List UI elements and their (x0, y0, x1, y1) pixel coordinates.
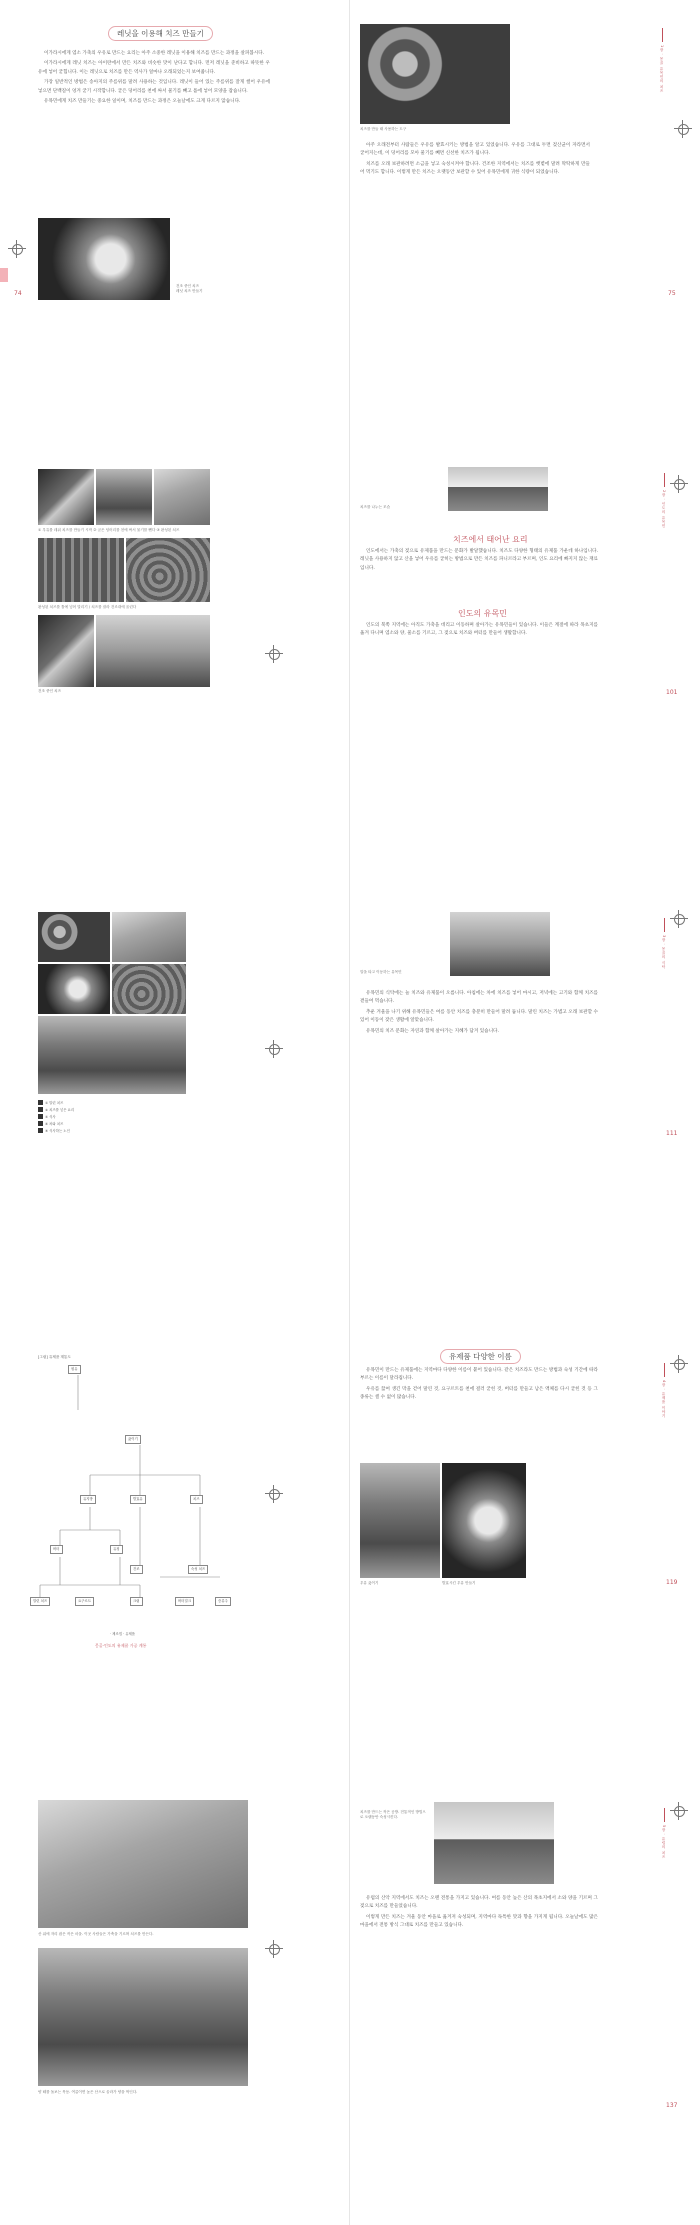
page-118 (0, 1335, 350, 1780)
legend-item: ② 치즈를 넣은 요리 (45, 1108, 75, 1112)
legend-marker (38, 1107, 43, 1112)
diagram-node: 버터 (50, 1545, 63, 1554)
paragraph: 치즈를 오래 보관하려면 소금을 넣고 숙성시켜야 합니다. 건조한 지역에서는 치즈를 햇볕에 말려 딱딱하게 만들어 먹기도 합니다. 이렇게 만든 치즈는 오랫동안 보관할 수 있어 유목민에게 귀한 식량이 되었습니다. (360, 161, 590, 176)
photo-caption: 치즈를 만들 때 사용하는 도구 (360, 127, 407, 131)
paragraph: 이가라시에게 레닛 치즈는 아이란에서 만든 치즈와 비슷한 맛이 난다고 합니다. 먼저 레닛을 준비하고 따뜻한 우유에 넣어 굳힙니다. 이는 레닛으로 치즈를 만든 역사가 얼마나 오래되었는지 보여줍니다. (38, 61, 270, 75)
photo-caption: 산 위에 자리 잡은 작은 마을. 이곳 사람들은 가축을 기르며 치즈를 만든다. (38, 1932, 154, 1936)
cooking-photo (360, 24, 510, 124)
paragraph: 유목민의 식탁에는 늘 치즈와 유제품이 오릅니다. 아침에는 차에 치즈를 넣어 마시고, 저녁에는 고기와 함께 치즈를 곁들여 먹습니다. (360, 991, 598, 1005)
paragraph: 인도에서는 가축의 젖으로 유제품을 만드는 문화가 발달했습니다. 치즈도 다양한 형태의 유제품 가운데 하나입니다. 레닛을 사용하지 않고 산을 넣어 우유를 굳히는 방법으로 만든 치즈를 파니르라고 부르며, 인도 요리에 빠지지 않는 재료입니다. (360, 549, 598, 571)
diagram-legend: · 제조법 · 유제품 (110, 1632, 136, 1636)
legend-marker (38, 1121, 43, 1126)
photo-caption: 치즈를 나누는 모습 (360, 505, 391, 509)
paragraph: 이가라시에게 염소 가축의 우유로 만드는 요리는 아주 소중한 레닛을 이용해 치즈를 만드는 과정을 살펴봅시다. (44, 51, 265, 56)
diagram-node: 증류주 (215, 1597, 231, 1606)
diagram-node: 크림 (130, 1597, 143, 1606)
paragraph: 유목민에게 치즈 만들기는 중요한 일이며, 치즈를 만드는 과정은 오늘날에도 크게 다르지 않습니다. (44, 99, 241, 105)
section-heading: 인도의 유목민 (458, 609, 507, 618)
spread-3 (0, 890, 700, 1335)
cheese-workshop-photo (434, 1802, 554, 1884)
legend-marker (38, 1114, 43, 1119)
food-photo (112, 912, 186, 962)
diagram-node: 요구르트 (75, 1597, 94, 1606)
page-101 (350, 445, 700, 890)
body-text (360, 1367, 598, 1405)
body-text (360, 1895, 598, 1933)
diagram-node: 끓이기 (125, 1435, 141, 1444)
spread-1 (0, 0, 700, 445)
chapter-side-tab: 2장 · 인도의 유목민 (662, 473, 667, 528)
photo-caption: ① 우유를 데워 치즈를 만들기 시작 ② 굳은 덩어리를 천에 싸서 물기를 뺀다 ③ 완성된 치즈 (38, 528, 180, 532)
paragraph: 유목민의 치즈 문화는 자연과 함께 살아가는 지혜가 담겨 있습니다. (366, 1028, 499, 1034)
legend-marker (38, 1100, 43, 1105)
photo-caption: 발효시킨 우유 만들기 (442, 1581, 476, 1585)
diagram-node: 숙성 치즈 (188, 1565, 208, 1574)
serving-photo (448, 467, 548, 511)
page-number: 75 (668, 290, 676, 297)
page-110 (0, 890, 350, 1335)
chapter-side-tab: 1장 · 몽골 유목민의 치즈 (660, 28, 665, 93)
horse-rider-photo (450, 912, 550, 976)
diagram-node: 발효유 (130, 1495, 146, 1504)
cheese-balls-photo (126, 538, 210, 602)
page-number: 74 (14, 290, 22, 297)
boiling-milk-photo (360, 1463, 440, 1578)
page-119 (350, 1335, 700, 1780)
photo-caption: 건조 중인 치즈 레닛 치즈 만들기 (176, 284, 203, 293)
page-74 (0, 0, 350, 445)
legend-item: ① 말린 치즈 (45, 1101, 64, 1105)
spread-5 (0, 1780, 700, 2225)
paragraph: 유목민이 만드는 유제품에는 지역마다 다양한 이름이 붙어 있습니다. 같은 치즈라도 만드는 방법과 숙성 기간에 따라 부르는 이름이 달라집니다. (360, 1368, 598, 1382)
body-text (38, 50, 270, 108)
elder-photo (38, 1016, 186, 1094)
diagram-node: 치즈 (190, 1495, 203, 1504)
cheese-photo (38, 218, 170, 300)
paragraph: 아주 오래전부터 사람들은 우유를 발효시키는 방법을 알고 있었습니다. 우유를 그대로 두면 젖산균이 자라면서 굳어지는데, 이 덩어리를 모아 물기를 빼면 신선한 치즈가 됩니다. (360, 143, 590, 157)
diagram-node: 건조 (130, 1565, 143, 1574)
page-111 (350, 890, 700, 1335)
fermenting-milk-photo (442, 1463, 526, 1578)
paragraph: 추운 겨울을 나기 위해 유목민들은 여름 동안 치즈를 충분히 만들어 말려 둡니다. 말린 치즈는 가볍고 오래 보관할 수 있어 이동이 잦은 생활에 알맞습니다. (360, 1009, 598, 1024)
paragraph: 가장 일반적인 방법은 송아지의 주름위를 말려 사용하는 것입니다. 레닛이 들어 있는 주름위를 잘게 썰어 우유에 넣으면 단백질이 엉겨 굳기 시작합니다. 굳은 덩어리를 천에 싸서 물기를 빼고 틀에 넣어 모양을 잡습니다. (38, 80, 270, 94)
drying-rack-photo (38, 538, 124, 602)
diagram-node: 원유 (68, 1365, 81, 1374)
body-text (360, 622, 598, 641)
photo-caption: 건조 중인 치즈 (38, 689, 62, 693)
diagram-connectors (0, 1335, 350, 1780)
legend-item: ⑤ 식사하는 노인 (45, 1129, 70, 1133)
food-photo (112, 964, 186, 1014)
page-number: 119 (666, 1579, 678, 1586)
section-heading: 레닛을 이용해 치즈 만들기 (108, 26, 213, 41)
food-photo (38, 964, 110, 1014)
photo-caption: 우유 끓이기 (360, 1581, 379, 1585)
photo-caption: 치즈를 만드는 작은 공방. 전통적인 방법으로 오랫동안 숙성시킨다. (360, 1810, 426, 1819)
chapter-side-tab: 3장 · 몽골의 식탁 (662, 918, 667, 969)
paragraph: 유럽의 산악 지역에서도 치즈는 오랜 전통을 가지고 있습니다. 여름 동안 높은 산의 목초지에서 소와 양을 기르며 그 젖으로 치즈를 만들었습니다. (360, 1896, 598, 1910)
diagram-node: 버터밀크 (175, 1597, 194, 1606)
page-number: 111 (666, 1130, 678, 1137)
cheese-photo (38, 615, 94, 687)
section-heading: 유제품 다양한 이름 (440, 1349, 521, 1364)
chapter-side-tab: 4장 · 유제품 이야기 (662, 1363, 667, 1418)
spread-2 (0, 445, 700, 890)
section-heading: 치즈에서 태어난 요리 (453, 535, 528, 544)
mountain-village-photo (38, 1800, 248, 1928)
cheese-making-photo (154, 469, 210, 525)
cheese-making-photo (38, 469, 94, 525)
body-text (360, 548, 598, 575)
page-number: 101 (666, 689, 678, 696)
legend-item: ③ 식사 (45, 1115, 56, 1119)
body-text (360, 990, 598, 1038)
page-75 (350, 0, 700, 445)
page-137 (350, 1780, 700, 2225)
body-text (360, 142, 590, 180)
chapter-side-tab: 5장 · 유럽의 치즈 (662, 1808, 667, 1859)
diagram-title: [그림] 유제품 계통도 (38, 1355, 71, 1359)
cheese-photo (96, 615, 210, 687)
cheese-making-photo (96, 469, 152, 525)
page-number: 137 (666, 2102, 678, 2109)
diagram-node: 말린 치즈 (30, 1597, 50, 1606)
photo-caption: 양 떼를 돌보는 목동. 여름이면 높은 산으로 올라가 양을 먹인다. (38, 2090, 138, 2094)
spread-4 (0, 1335, 700, 1780)
paragraph: 인도의 북쪽 지역에는 아직도 가축을 데리고 이동하며 살아가는 유목민들이 있습니다. 이들은 계절에 따라 목초지를 옮겨 다니며 염소와 양, 물소를 기르고, 그 젖으로 치즈와 버터를 만들어 생활합니다. (360, 623, 598, 637)
diagram-caption: 몽골·인도의 유제품 가공 계통 (95, 1643, 147, 1648)
shepherd-photo (38, 1948, 248, 2086)
paragraph: 이렇게 만든 치즈는 겨울 동안 마을로 옮겨져 숙성되며, 지역마다 독특한 맛과 향을 가지게 됩니다. 오늘날에도 많은 마을에서 전통 방식 그대로 치즈를 만들고 있습니다. (360, 1914, 598, 1929)
page-136 (0, 1780, 350, 2225)
legend-marker (38, 1128, 43, 1133)
legend-item: ④ 차와 치즈 (45, 1122, 64, 1126)
diagram-node: 유청 (110, 1545, 123, 1554)
photo-caption: 완성된 치즈를 틀에 넣어 말리기 / 치즈를 잘라 건조대에 올린다 (38, 605, 137, 609)
photo-caption: 말을 타고 이동하는 유목민 (360, 970, 402, 974)
page-100 (0, 445, 350, 890)
paragraph: 우유를 끓여 생긴 막을 걷어 말린 것, 요구르트를 천에 걸러 굳힌 것, 버터를 만들고 남은 액체를 다시 굳힌 것 등 그 종류는 셀 수 없이 많습니다. (360, 1386, 598, 1401)
diagram-node: 유지방 (80, 1495, 96, 1504)
food-photo (38, 912, 110, 962)
